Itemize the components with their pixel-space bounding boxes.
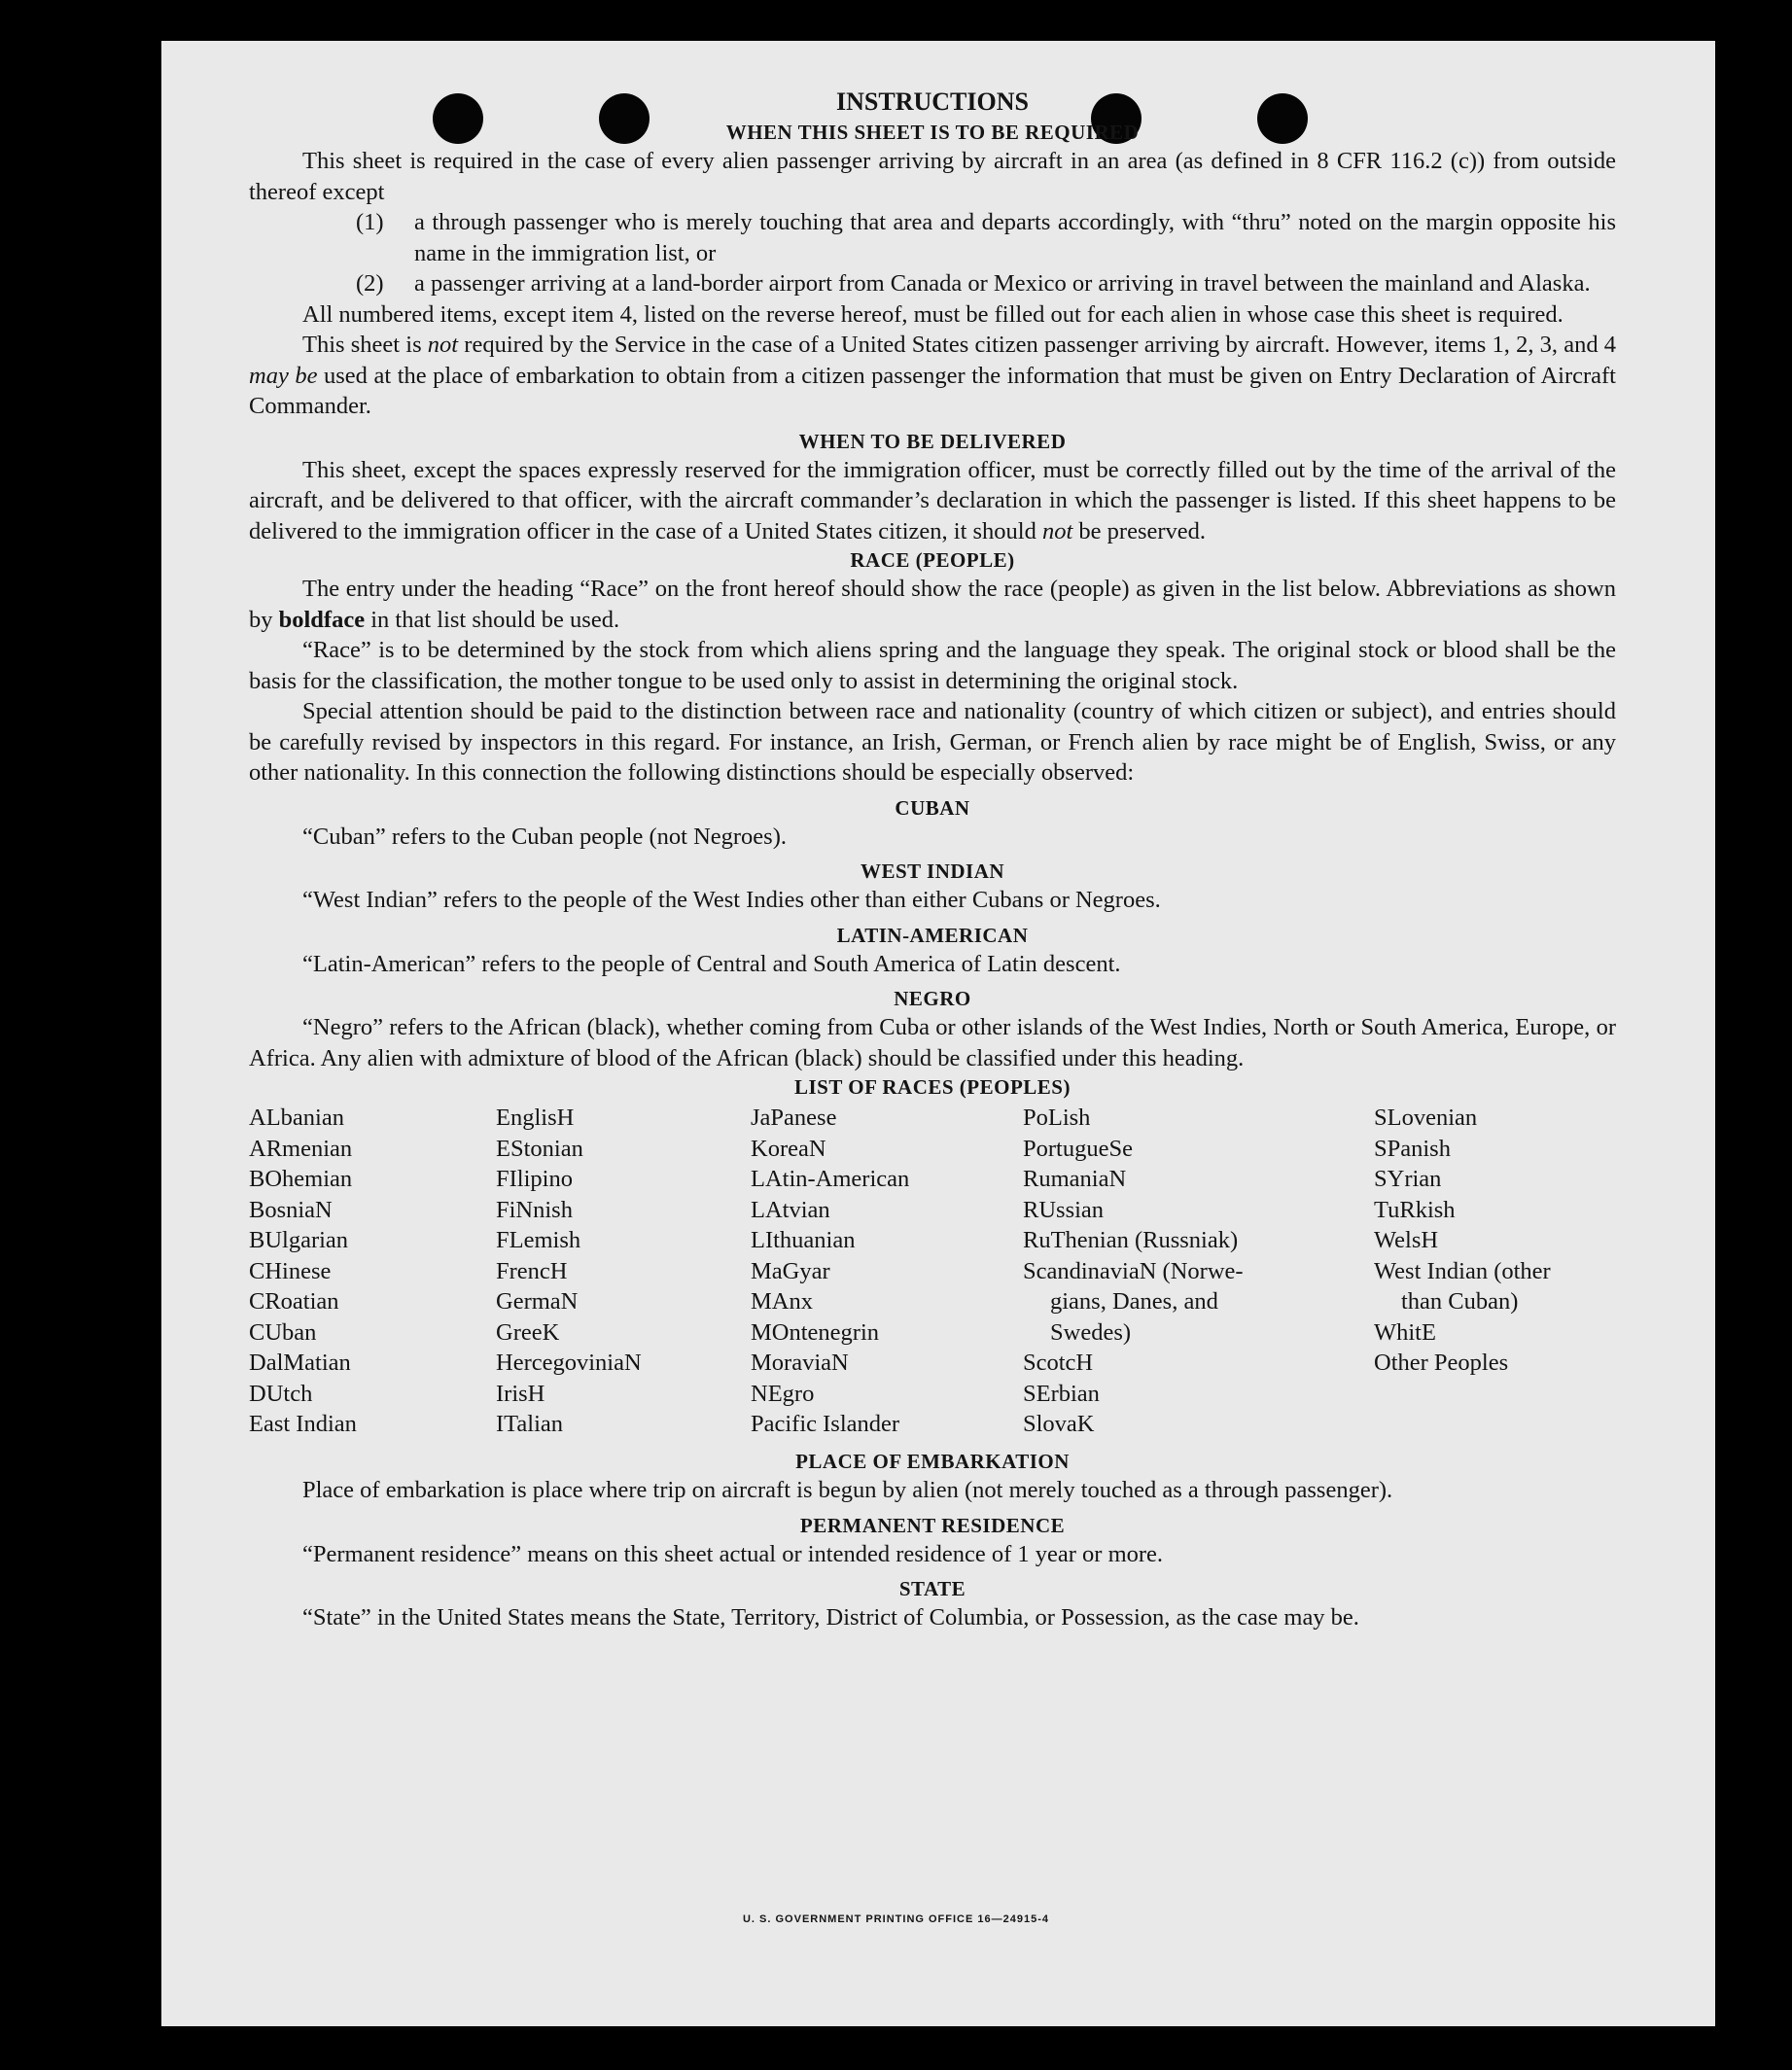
race-item: gians, Danes, and [1050,1288,1218,1315]
race-column [1023,1103,1244,1440]
race-item: SPanish [1374,1135,1451,1162]
race-item: NEgro [751,1380,815,1407]
race-item: LIthuanian [751,1227,856,1253]
race-item: MOntenegrin [751,1318,879,1346]
paragraph: “Cuban” refers to the Cuban people (not Negroes). [302,823,787,850]
page-title: INSTRUCTIONS [836,88,1029,116]
race-item: LAtvian [751,1196,830,1223]
italic-text: not [427,332,459,358]
race-item: FLemish [496,1227,581,1253]
text-run: be preserved. [1072,517,1207,544]
section-heading: WHEN TO BE DELIVERED [798,429,1067,453]
section-heading: STATE [898,1577,966,1600]
paragraph: “Permanent residence” means on this sheet actual or intended residence of 1 year or more. [302,1540,1164,1567]
race-item: ScandinaviaN (Norwe- [1023,1257,1244,1284]
paragraph: “Negro” refers to the African (black), whether coming from Cuba or other islands of the West Indies, North or South America, Europe, or Africa. Any alien with admixture of blood of the African (black) should be classified under this heading. [249,1014,1616,1071]
race-item: BosniaN [249,1196,333,1223]
section-heading: WEST INDIAN [860,860,1005,883]
race-item: RUssian [1023,1196,1105,1223]
text-run: required by the Service in the case of a United States citizen passenger arriving by aircraft. However, items 1, 2, 3, and 4 [458,332,1617,358]
paragraph: Place of embarkation is place where trip on aircraft is begun by alien (not merely touched as a through passenger). [302,1477,1393,1503]
race-item: KoreaN [751,1135,826,1162]
race-item: DalMatian [249,1350,351,1376]
section-heading: NEGRO [894,987,971,1010]
race-item: West Indian (other [1374,1257,1551,1284]
text-run: used at the place of embarkation to obtain from a citizen passenger the information that must be given on Entry Declaration of Aircraft Commander. [249,362,1616,419]
section-heading: LATIN-AMERICAN [836,923,1029,947]
section-heading: CUBAN [895,795,970,820]
race-item: GermaN [496,1288,579,1315]
race-item: EStonian [496,1135,583,1162]
section-heading: PLACE OF EMBARKATION [795,1450,1070,1473]
paragraph: All numbered items, except item 4, listed on the reverse hereof, must be filled out for each alien in whose case this sheet is required. [302,300,1564,328]
race-item: GreeK [496,1318,560,1346]
race-item: SLovenian [1374,1105,1478,1131]
race-item: ALbanian [249,1105,344,1131]
paragraph: “Latin-American” refers to the people of Central and South America of Latin descent. [302,950,1121,977]
list-item-text: a through passenger who is merely touching that area and departs accordingly, with “thru” noted on the margin opposite his name in the immigration list, or [414,209,1616,266]
race-item: MoraviaN [751,1350,849,1376]
race-item: CRoatian [249,1288,339,1315]
race-item: FiNnish [496,1196,573,1223]
race-item: ITalian [496,1411,564,1437]
paragraph: “West Indian” refers to the people of the West Indies other than either Cubans or Negroes. [302,887,1161,913]
race-item: Swedes) [1050,1318,1132,1346]
race-item: WelsH [1374,1227,1439,1253]
race-item: TuRkish [1374,1196,1456,1223]
section-heading: WHEN THIS SHEET IS TO BE REQUIRED [725,121,1140,144]
race-item: RumaniaN [1023,1166,1127,1192]
section-heading: RACE (PEOPLE) [850,548,1015,572]
printing-office-imprint: U. S. GOVERNMENT PRINTING OFFICE 16—24915-4 [742,1913,1049,1925]
paragraph: “Race” is to be determined by the stock from which aliens spring and the language they speak. The original stock or blood shall be the basis for the classification, the mother tongue to be used only to assist in determining the original stock. [249,637,1616,694]
race-item: than Cuban) [1401,1288,1519,1315]
italic-text: not [1041,517,1073,544]
paragraph [249,455,1616,547]
race-item: ScotcH [1023,1350,1094,1376]
race-item: IrisH [496,1380,545,1407]
race-item: FrencH [496,1257,568,1284]
exception-list [249,207,1616,299]
race-item: MaGyar [751,1257,830,1284]
list-number: (2) [356,270,384,297]
paragraph: Special attention should be paid to the distinction between race and nationality (country of which citizen or subject), and entries should be carefully revised by inspectors in this regard. For instance, an Irish, German, or French alien by race might be of English, Swiss, or any other nationality. In this connection the following distinctions should be especially observed: [249,698,1616,786]
race-column [751,1103,909,1440]
race-item: ARmenian [249,1135,353,1162]
race-item: HercegoviniaN [496,1350,642,1376]
race-item: East Indian [249,1411,357,1437]
bold-text: boldface [278,606,366,633]
race-column [249,1103,357,1440]
race-item: RuThenian (Russniak) [1023,1227,1239,1253]
text-run: This sheet, except the spaces expressly reserved for the immigration officer, must be correctly filled out by the time of the arrival of the aircraft, and be delivered to that officer, with the aircraft commander’s declaration in which the passenger is listed. If this sheet happens to be delivered to the immigration officer in the case of a United States citizen, it should [249,456,1616,544]
race-item: EnglisH [496,1105,575,1131]
paragraph [249,574,1616,635]
section-heading: PERMANENT RESIDENCE [799,1513,1066,1537]
race-item: BUlgarian [249,1227,349,1253]
race-item: JaPanese [751,1105,837,1131]
italic-text: may be [249,362,318,389]
race-item: Other Peoples [1374,1350,1509,1376]
section-heading: LIST OF RACES (PEOPLES) [794,1075,1071,1099]
list-item [249,207,1616,268]
race-column [496,1103,642,1440]
race-item: Pacific Islander [751,1411,900,1437]
race-item: FIlipino [496,1166,573,1192]
race-item: CUban [249,1318,317,1346]
list-item-text: a passenger arriving at a land-border airport from Canada or Mexico or arriving in travel between the mainland and Alaska. [414,270,1591,297]
text-run: This sheet is [302,332,428,358]
race-item: SlovaK [1023,1411,1095,1437]
race-item: MAnx [751,1288,813,1315]
race-item: WhitE [1374,1318,1436,1346]
race-item: PoLish [1023,1105,1091,1131]
race-item: DUtch [249,1380,313,1407]
list-number: (1) [356,209,384,235]
text-run: in that list should be used. [365,606,620,633]
paragraph [249,330,1616,422]
race-item: LAtin-American [751,1166,910,1192]
race-item: BOhemian [249,1166,353,1192]
race-column [1374,1103,1551,1379]
race-item: SYrian [1374,1166,1442,1192]
race-item: PortugueSe [1023,1135,1133,1162]
text-run: The entry under the heading “Race” on the front hereof should show the race (people) as given in the list below. Abbreviations as shown by [249,576,1616,633]
race-item: SErbian [1023,1380,1100,1407]
instructions-content [249,86,1616,1633]
race-list [249,1103,1616,1448]
paragraph: “State” in the United States means the State, Territory, District of Columbia, or Possession, as the case may be. [302,1604,1359,1631]
list-item [249,268,1616,299]
paragraph: This sheet is required in the case of every alien passenger arriving by aircraft in an area (as defined in 8 CFR 116.2 (c)) from outside thereof except [249,148,1616,205]
race-item: CHinese [249,1257,332,1284]
